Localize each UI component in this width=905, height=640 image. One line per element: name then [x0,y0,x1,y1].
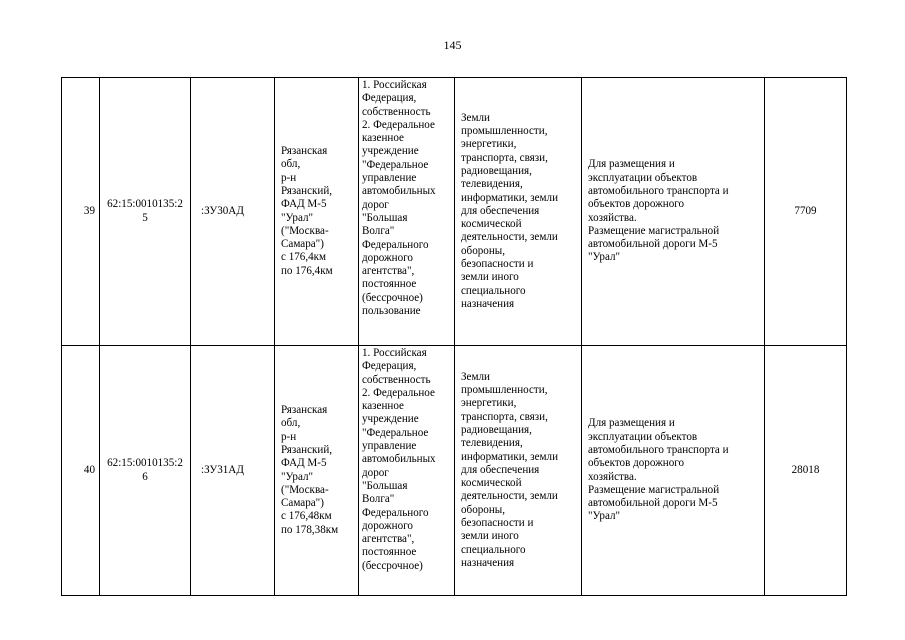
permitted-use-cell: Для размещения и эксплуатации объектов автомобильного транспорта и объектов дорожного хозяйства. Размещение магистральной автомобильной дороги М-5 "Урал" [582,346,765,596]
cadastral-number-cell: 62:15:0010135:2 6 [100,346,191,596]
location-cell: Рязанская обл, р-н Рязанский, ФАД М-5 "Урал" ("Москва- Самара") с 176,48км по 178,38км [275,346,359,596]
area-cell: 28018 [765,346,847,596]
row-number-cell: 39 [62,78,100,346]
plot-designation-cell: :ЗУ30АД [191,78,275,346]
land-plots-table [61,77,847,596]
ownership-cell: 1. Российская Федерация, собственность 2. Федеральное казенное учреждение "Федеральное управление автомобильных дорог "Большая Волга" Федерального дорожного агентства", постоянное (бессрочное) [359,346,455,596]
ownership-cell: 1. Российская Федерация, собственность 2. Федеральное казенное учреждение "Федеральное управление автомобильных дорог "Большая Волга" Федерального дорожного агентства", постоянное (бессрочное) пользование [359,78,455,346]
table-row [62,78,847,346]
page-number: 145 [443,38,462,52]
cadastral-number-cell: 62:15:0010135:2 5 [100,78,191,346]
table-row [62,346,847,596]
plot-designation-cell: :ЗУ31АД [191,346,275,596]
location-cell: Рязанская обл, р-н Рязанский, ФАД М-5 "Урал" ("Москва- Самара") с 176,4км по 176,4км [275,78,359,346]
permitted-use-cell: Для размещения и эксплуатации объектов автомобильного транспорта и объектов дорожного хозяйства. Размещение магистральной автомобильной дороги М-5 "Урал" [582,78,765,346]
row-number-cell: 40 [62,346,100,596]
land-category-cell: Земли промышленности, энергетики, транспорта, связи, радиовещания, телевидения, информатики, земли для обеспечения космической деятельности, земли обороны, безопасности и земли иного специального назначения [455,346,582,596]
land-category-cell: Земли промышленности, энергетики, транспорта, связи, радиовещания, телевидения, информатики, земли для обеспечения космической деятельности, земли обороны, безопасности и земли иного специального назначения [455,78,582,346]
area-cell: 7709 [765,78,847,346]
